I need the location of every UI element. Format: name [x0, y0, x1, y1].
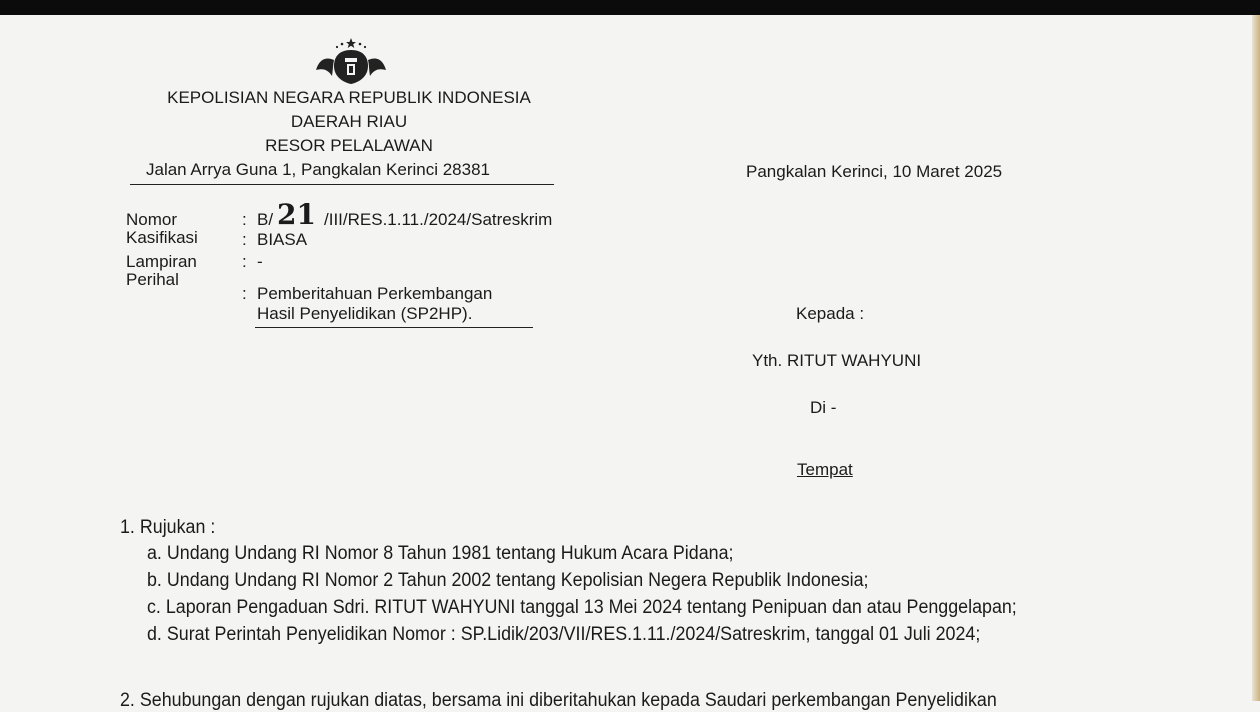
header-institution: KEPOLISIAN NEGARA REPUBLIK INDONESIA: [167, 88, 531, 107]
rujukan-item-c: c. Laporan Pengaduan Sdri. RITUT WAHYUNI tanggal 13 Mei 2024 tentang Penipuan dan atau Penggelapan;: [147, 597, 1017, 618]
recipient-tempat: Tempat: [797, 460, 853, 479]
lampiran-value: -: [257, 252, 263, 271]
klasifikasi-value: BIASA: [257, 230, 308, 249]
nomor-label: Nomor: [126, 210, 178, 229]
recipient-name: Yth. RITUT WAHYUNI: [752, 351, 922, 370]
perihal-underline: [255, 327, 533, 328]
paper-edge: [1252, 15, 1260, 701]
nomor-prefix: B/: [257, 210, 274, 229]
lampiran-label: Lampiran: [126, 252, 197, 271]
perihal-colon: :: [242, 284, 247, 303]
section-1-title: 1. Rujukan :: [120, 517, 216, 538]
perihal-label: Perihal: [126, 270, 179, 289]
police-crest-logo: [310, 36, 392, 86]
nomor-handwritten: 21: [277, 198, 316, 231]
letter-date: Pangkalan Kerinci, 10 Maret 2025: [746, 162, 1003, 181]
rujukan-item-d: d. Surat Perintah Penyelidikan Nomor : SP.Lidik/203/VII/RES.1.11./2024/Satreskrim, tanggal 01 Juli 2024;: [147, 624, 981, 645]
klasifikasi-label: Kasifikasi: [126, 228, 198, 247]
rujukan-item-b: b. Undang Undang RI Nomor 2 Tahun 2002 tentang Kepolisian Negera Republik Indonesia;: [147, 570, 869, 591]
perihal-line1: Pemberitahuan Perkembangan: [257, 284, 493, 303]
kepada-label: Kepada :: [796, 304, 865, 323]
top-dark-bar: [0, 0, 1260, 15]
perihal-line2: Hasil Penyelidikan (SP2HP).: [257, 304, 473, 323]
nomor-suffix: /III/RES.1.11./2024/Satreskrim: [324, 210, 553, 229]
address-underline: [130, 184, 554, 185]
header-region: DAERAH RIAU: [290, 112, 408, 131]
klasifikasi-colon: :: [242, 230, 247, 249]
rujukan-item-a: a. Undang Undang RI Nomor 8 Tahun 1981 tentang Hukum Acara Pidana;: [147, 543, 734, 564]
header-address: Jalan Arrya Guna 1, Pangkalan Kerinci 28381: [146, 160, 491, 179]
header-resor: RESOR PELALAWAN: [265, 136, 433, 155]
recipient-di: Di -: [810, 398, 837, 417]
nomor-colon: :: [242, 210, 247, 229]
section-2-partial: 2. Sehubungan dengan rujukan diatas, bersama ini diberitahukan kepada Saudari perkembangan Penyelidikan: [120, 690, 997, 711]
lampiran-colon: :: [242, 252, 247, 271]
